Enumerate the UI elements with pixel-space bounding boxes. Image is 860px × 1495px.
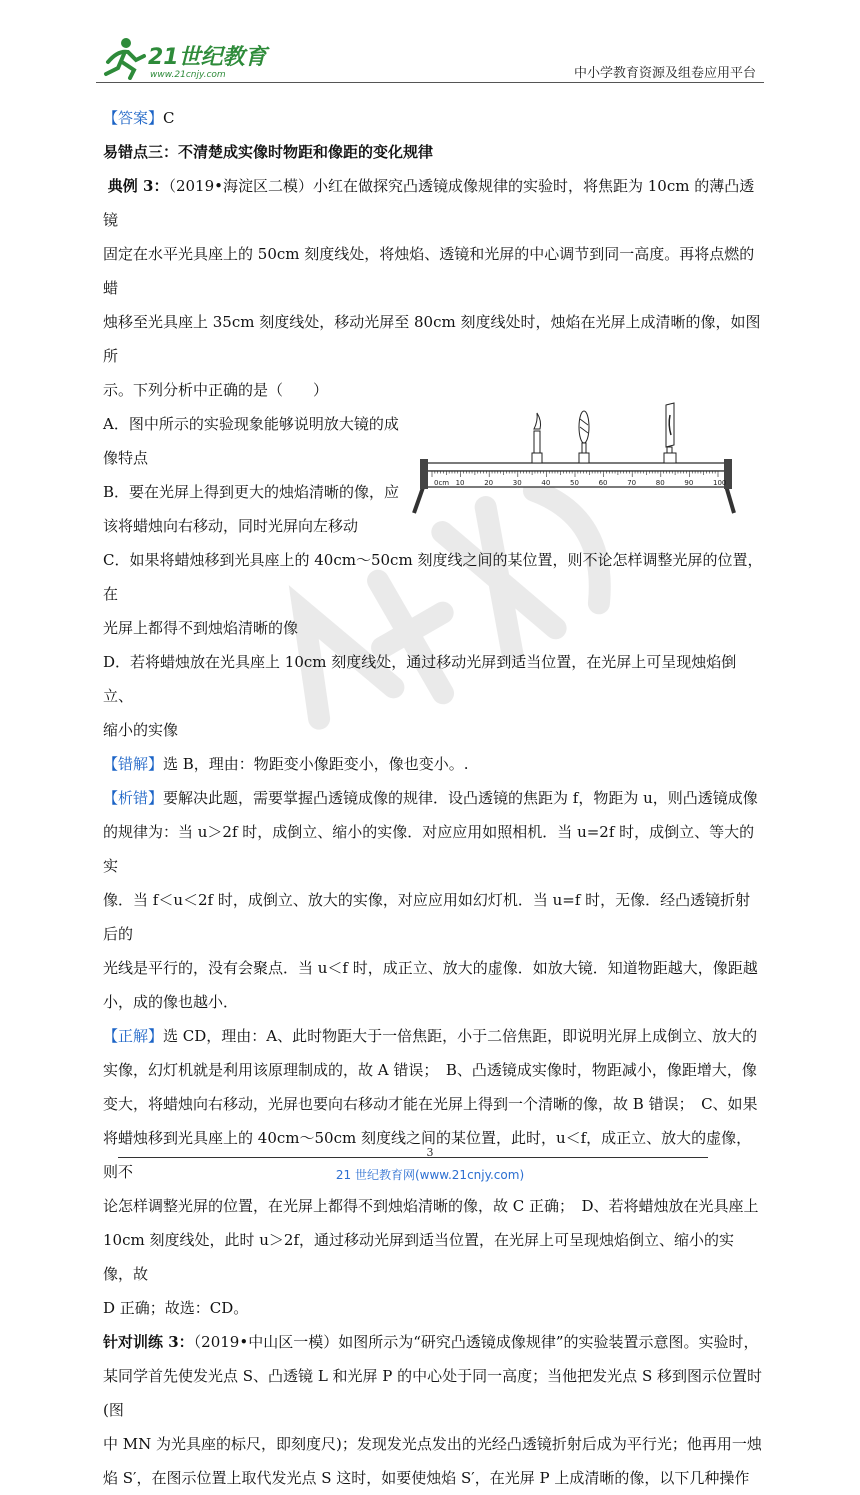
ruler-label: 10	[455, 479, 465, 487]
runner-icon	[106, 38, 144, 78]
training-line-3: 中 MN 为光具座的标尺，即刻度尺)；发现发光点发出的光经凸透镜折射后成为平行光；他再用一烛	[103, 1435, 762, 1453]
option-b-line-1: B．要在光屏上得到更大的烛焰清晰的像，应	[103, 483, 400, 501]
answer-value: C	[163, 109, 175, 127]
section-title: 易错点三：不清楚成实像时物距和像距的变化规律	[103, 143, 434, 161]
analysis-line-5: 小，成的像也越小．	[103, 993, 239, 1011]
light-screen	[664, 403, 676, 463]
logo	[96, 34, 336, 80]
correct-tag: 【正解】	[103, 1027, 164, 1045]
page-header	[96, 30, 764, 85]
example-paragraph	[103, 169, 763, 407]
correct-line-3: 变大，将蜡烛向右移动，光屏也要向右移动才能在光屏上得到一个清晰的像，故 B 错误； C、如果	[103, 1095, 758, 1113]
option-c-line-1: C．如果将蜡烛移到光具座上的 40cm～50cm 刻度线之间的某位置，则不论怎样调整光屏的位置，在	[103, 551, 763, 603]
correct-line-4: 将蜡烛移到光具座上的 40cm～50cm 刻度线之间的某位置，此时，u＜f，成正立、放大的虚像，则不	[103, 1129, 752, 1181]
logo-url: www.21cnjy.com	[150, 70, 226, 80]
option-c	[103, 543, 763, 645]
platform-name: 中小学教育资源及组卷应用平台	[573, 66, 756, 81]
ruler-label: 60	[598, 479, 608, 487]
correct-line-2: 实像，幻灯机就是利用该原理制成的，故 A 错误； B、凸透镜成实像时，物距减小，像距增大，像	[103, 1061, 757, 1079]
analysis-line-4: 光线是平行的，没有会聚点．当 u＜f 时，成正立、放大的虚像．如放大镜．知道物距越大，像距越	[103, 959, 758, 977]
left-end-block	[420, 459, 428, 489]
content	[103, 101, 763, 1495]
correct-line-1: 选 CD，理由：A、此时物距大于一倍焦距，小于二倍焦距，即说明光屏上成倒立、放大的	[163, 1027, 758, 1045]
analysis-tag: 【析错】	[103, 789, 164, 807]
ruler-label: 80	[655, 479, 665, 487]
logo-text: 21世纪教育	[148, 45, 267, 70]
wrong-tag: 【错解】	[103, 755, 164, 773]
answer-line	[103, 101, 763, 135]
page-number: 3	[426, 1146, 434, 1159]
answer-tag: 【答案】	[103, 109, 164, 127]
footer-divider	[118, 1157, 708, 1158]
header-divider	[96, 82, 764, 83]
option-d-line-1: D．若将蜡烛放在光具座上 10cm 刻度线处，通过移动光屏到适当位置，在光屏上可呈现烛焰倒立、	[103, 653, 737, 705]
correct-line-6: 10cm 刻度线处，此时 u＞2f，通过移动光屏到适当位置，在光屏上可呈现烛焰倒立、缩小的实像，故	[103, 1231, 735, 1283]
option-b-line-2: 该将蜡烛向右移动，同时光屏向左移动	[103, 517, 359, 535]
ruler-label: 90	[684, 479, 694, 487]
example-text-4: 示。下列分析中正确的是（ ）	[103, 381, 329, 399]
training-label: 针对训练 3：	[103, 1333, 194, 1351]
ruler-label: 70	[627, 479, 637, 487]
bench-rail	[426, 463, 726, 471]
training-line-2: 某同学首先使发光点 S、凸透镜 L 和光屏 P 的中心处于同一高度；当他把发光点 S 移到图示位置时(图	[103, 1367, 762, 1419]
ruler-label: 100	[713, 479, 727, 487]
optical-bench-figure	[408, 401, 738, 529]
options-with-figure	[103, 407, 763, 543]
wrong-solution	[103, 747, 763, 781]
convex-lens	[579, 411, 589, 463]
analysis-line-1: 要解决此题，需要掌握凸透镜成像的规律．设凸透镜的焦距为 f，物距为 u，则凸透镜成像	[163, 789, 758, 807]
example-text-1: （2019•海淀区二模）小红在做探究凸透镜成像规律的实验时，将焦距为 10cm 的薄凸透镜	[103, 177, 755, 229]
ruler-label: 20	[484, 479, 494, 487]
options-left-column	[103, 407, 403, 543]
ruler-label: 0cm	[434, 479, 450, 487]
training-paragraph	[103, 1325, 763, 1495]
footer-site: 21 世纪教育网(www.21cnjy.com)	[335, 1168, 525, 1182]
ruler-label: 50	[570, 479, 579, 487]
option-d	[103, 645, 763, 747]
option-a-line-2: 像特点	[103, 449, 149, 467]
ruler-label: 40	[541, 479, 551, 487]
correct-line-7: D 正确；故选：CD。	[103, 1299, 249, 1317]
training-line-1: （2019•中山区一模）如图所示为“研究凸透镜成像规律”的实验装置示意图。实验时，	[193, 1333, 759, 1351]
wrong-text: 选 B，理由：物距变小像距变小，像也变小。.	[163, 755, 469, 773]
option-a-line-1: A．图中所示的实验现象能够说明放大镜的成	[103, 415, 399, 433]
example-text-2: 固定在水平光具座上的 50cm 刻度线处，将烛焰、透镜和光屏的中心调节到同一高度。再将点燃的蜡	[103, 245, 755, 297]
option-c-line-2: 光屏上都得不到烛焰清晰的像	[103, 619, 299, 637]
example-text-3: 烛移至光具座上 35cm 刻度线处，移动光屏至 80cm 刻度线处时，烛焰在光屏上成清晰的像，如图所	[103, 313, 761, 365]
training-line-4: 焰 S′，在图示位置上取代发光点 S 这时，如要使烛焰 S′，在光屏 P 上成清晰的像，以下几种操作	[103, 1469, 750, 1487]
analysis-line-2: 的规律为：当 u＞2f 时，成倒立、缩小的实像．对应应用如照相机．当 u=2f 时，成倒立、等大的实	[103, 823, 755, 875]
ruler-label: 30	[512, 479, 522, 487]
correct-line-5: 论怎样调整光屏的位置，在光屏上都得不到烛焰清晰的像，故 C 正确； D、若将蜡烛放在光具座上	[103, 1197, 759, 1215]
option-d-line-2: 缩小的实像	[103, 721, 179, 739]
analysis-paragraph	[103, 781, 763, 1019]
candle	[532, 413, 542, 463]
analysis-line-3: 像．当 f＜u＜2f 时，成倒立、放大的实像，对应应用如幻灯机．当 u=f 时，无像．经凸透镜折射后的	[103, 891, 751, 943]
example-label: 典例 3：	[107, 177, 169, 195]
